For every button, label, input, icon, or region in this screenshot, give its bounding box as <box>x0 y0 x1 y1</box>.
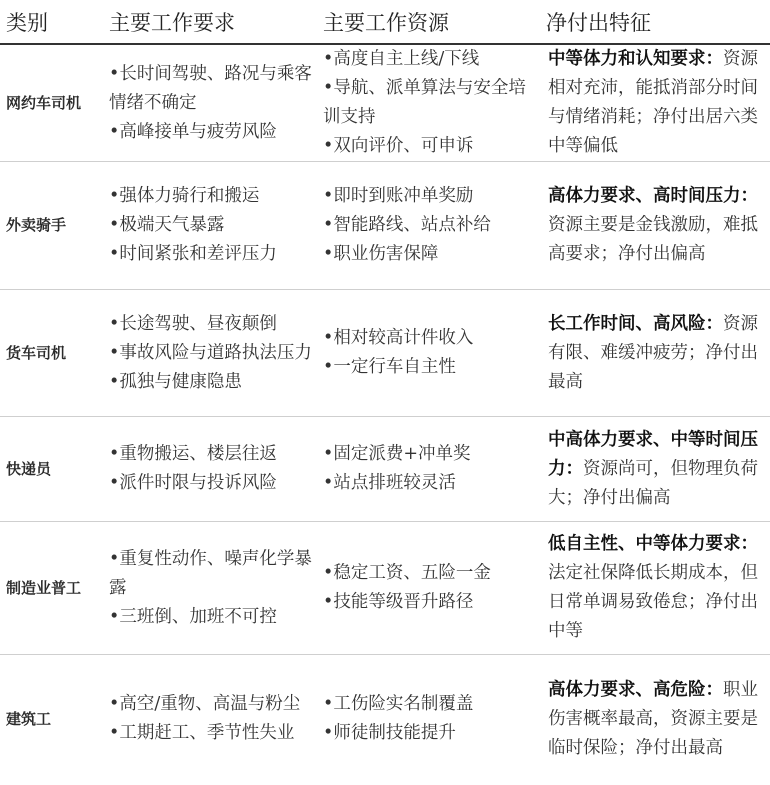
requirement-item: •高峰接单与疲劳风险 <box>109 121 277 142</box>
outcome-detail: 资源尚可，但物理负荷大；净付出偏高 <box>548 458 758 508</box>
resource-item: •导航、派单算法与安全培训支持 <box>323 78 526 127</box>
row-requirements <box>103 522 317 655</box>
outcome-summary: 长工作时间、高风险： <box>548 313 723 334</box>
table-row <box>0 655 770 784</box>
row-resources <box>317 417 540 522</box>
row-resources <box>317 522 540 655</box>
row-resources <box>317 162 540 290</box>
row-requirements <box>103 290 317 417</box>
row-requirements <box>103 162 317 290</box>
row-resources <box>317 655 540 784</box>
outcome-detail: 职业伤害概率最高，资源主要是临时保险；净付出最高 <box>548 679 758 758</box>
resource-item: •稳定工资、五险一金 <box>323 563 491 583</box>
requirement-item: •强体力骑行和搬运 <box>109 186 260 206</box>
row-requirements <box>103 44 317 162</box>
resource-item: •即时到账冲单奖励 <box>323 186 474 206</box>
table-row <box>0 162 770 290</box>
row-resources <box>317 290 540 417</box>
resource-item: •智能路线、站点补给 <box>323 215 491 235</box>
outcome-detail: 资源相对充沛，能抵消部分时间与情绪消耗；净付出居六类中等偏低 <box>548 49 758 156</box>
row-resources <box>317 44 540 162</box>
resource-item: •职业伤害保障 <box>323 244 439 264</box>
resource-item: •固定派费+冲单奖 <box>323 444 471 464</box>
resource-item: •相对较高计件收入 <box>323 328 474 348</box>
header-resources: 主要工作资源 <box>323 10 449 35</box>
resource-item: •高度自主上线/下线 <box>323 49 480 69</box>
requirement-item: •极端天气暴露 <box>109 215 225 235</box>
resource-item: •工伤险实名制覆盖 <box>323 694 474 715</box>
resource-item: •双向评价、可申诉 <box>323 136 474 156</box>
row-requirements <box>103 417 317 522</box>
requirement-item: •派件时限与投诉风险 <box>109 473 277 493</box>
row-outcome <box>540 290 770 417</box>
requirement-item: •重复性动作、噪声化学暴露 <box>109 548 312 598</box>
outcome-summary: 低自主性、中等体力要求： <box>548 534 758 554</box>
outcome-summary: 中等体力和认知要求： <box>548 49 723 69</box>
header-requirements: 主要工作要求 <box>109 10 235 35</box>
table-row <box>0 290 770 417</box>
requirement-item: •工期赶工、季节性失业 <box>109 723 295 744</box>
header-outcome: 净付出特征 <box>546 10 651 35</box>
header-category: 类别 <box>6 10 48 35</box>
outcome-summary: 高体力要求、高危险： <box>548 679 723 700</box>
requirement-item: •重物搬运、楼层往返 <box>109 444 277 464</box>
requirement-item: •孤独与健康隐患 <box>109 371 242 392</box>
outcome-summary: 中高体力要求、中等时间压力： <box>548 429 758 479</box>
resource-item: •一定行车自主性 <box>323 357 456 377</box>
row-category: 网约车司机 <box>6 93 82 112</box>
row-outcome <box>540 162 770 290</box>
requirement-item: •长途驾驶、昼夜颠倒 <box>109 313 277 334</box>
outcome-detail: 法定社保降低长期成本，但日常单调易致倦怠；净付出中等 <box>548 563 758 641</box>
row-outcome <box>540 522 770 655</box>
row-category: 货车司机 <box>6 343 67 362</box>
requirement-item: •高空/重物、高温与粉尘 <box>109 694 301 715</box>
resource-item: •师徒制技能提升 <box>323 723 456 744</box>
requirement-item: •长时间驾驶、路况与乘客情绪不确定 <box>109 63 312 113</box>
row-outcome <box>540 44 770 162</box>
resource-item: •站点排班较灵活 <box>323 473 456 493</box>
row-outcome <box>540 417 770 522</box>
outcome-summary: 高体力要求、高时间压力： <box>548 186 758 206</box>
resource-item: •技能等级晋升路径 <box>323 592 474 612</box>
row-category: 快递员 <box>6 459 52 478</box>
row-requirements <box>103 655 317 784</box>
table-row <box>0 417 770 522</box>
header-row <box>0 0 770 44</box>
requirement-item: •三班倒、加班不可控 <box>109 606 277 627</box>
row-category: 制造业普工 <box>6 578 82 597</box>
table-row <box>0 44 770 162</box>
table-row <box>0 522 770 655</box>
row-category: 建筑工 <box>6 709 52 728</box>
outcome-detail: 资源主要是金钱激励，难抵高要求；净付出偏高 <box>548 215 758 264</box>
row-outcome <box>540 655 770 784</box>
requirement-item: •事故风险与道路执法压力 <box>109 342 312 363</box>
row-category: 外卖骑手 <box>6 216 67 234</box>
requirement-item: •时间紧张和差评压力 <box>109 244 277 264</box>
outcome-detail: 资源有限、难缓冲疲劳；净付出最高 <box>548 313 758 392</box>
